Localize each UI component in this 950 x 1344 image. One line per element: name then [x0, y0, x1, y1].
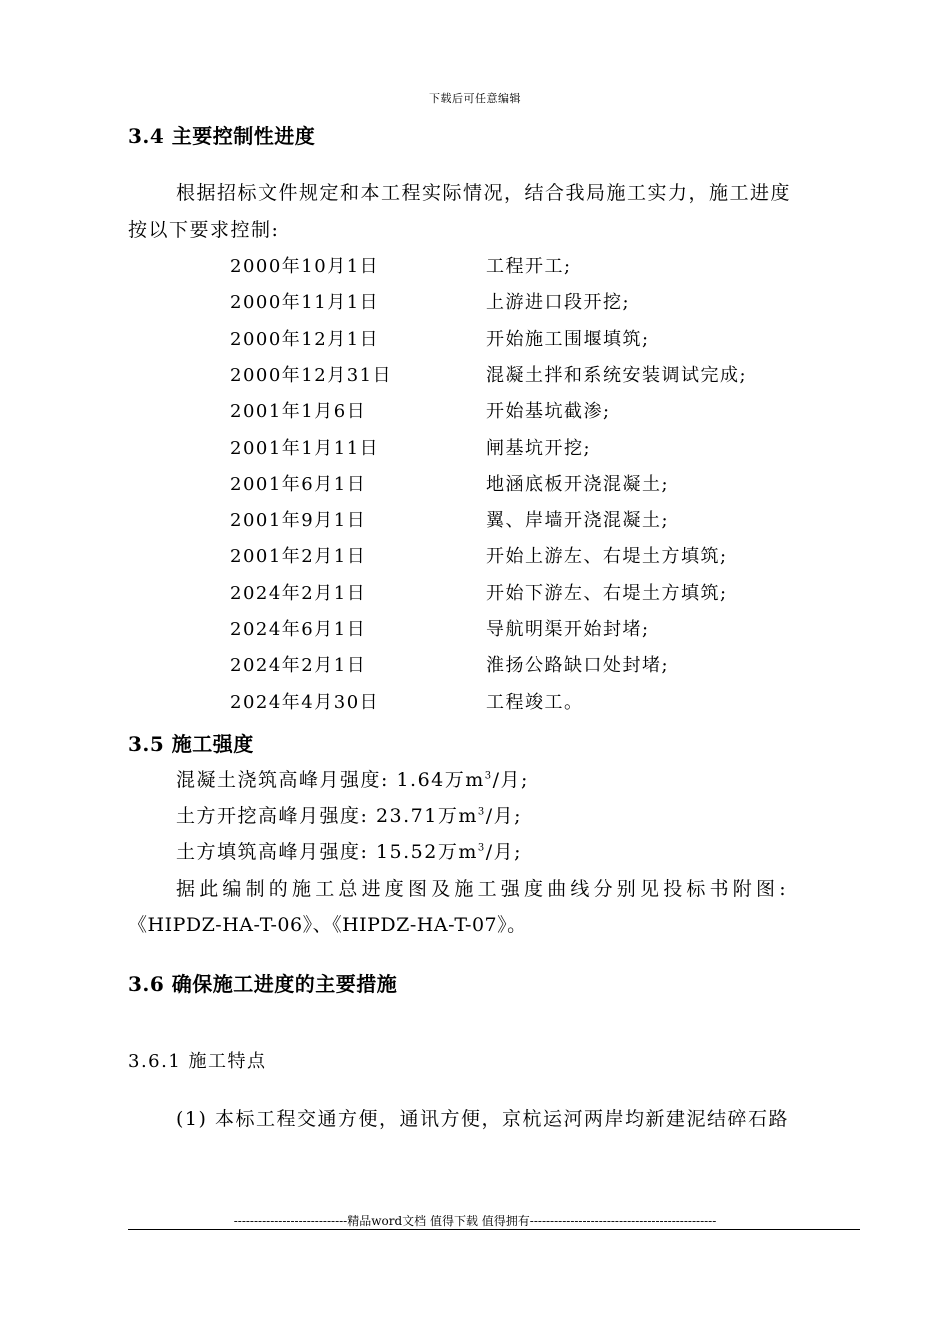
- schedule-date: 2024年2月1日: [230, 582, 367, 604]
- schedule-row: [230, 288, 850, 324]
- schedule-row: [230, 506, 850, 542]
- section-3-6-heading: 3.6 确保施工进度的主要措施: [128, 972, 398, 996]
- intro-line-1: 根据招标文件规定和本工程实际情况，结合我局施工实力，施工进度: [176, 182, 792, 204]
- schedule-event: 上游进口段开挖;: [486, 292, 631, 314]
- concrete-intensity-line: 混凝土浇筑高峰月强度: 1.64万$m^3/$月;: [176, 769, 529, 791]
- schedule-date: 2001年1月11日: [230, 437, 380, 459]
- schedule-date: 2001年1月6日: [230, 401, 367, 423]
- schedule-event: 工程开工;: [486, 256, 572, 277]
- page-header: 下载后可任意编辑: [429, 92, 521, 105]
- schedule-event: 闸基坑开挖;: [486, 437, 592, 459]
- schedule-date: 2001年2月1日: [230, 546, 367, 568]
- schedule-date: 2024年4月30日: [230, 691, 380, 713]
- page-footer: ----------------------------精品word文档 值得下载 值得拥有----------------------------------------------: [233, 1214, 717, 1228]
- schedule-row: [230, 361, 850, 397]
- schedule-row: [230, 434, 850, 470]
- schedule-date: 2001年9月1日: [230, 510, 367, 532]
- schedule-event: 开始下游左、右堤土方填筑;: [486, 582, 728, 604]
- schedule-row: [230, 470, 850, 506]
- item-1-text: (1) 本标工程交通方便，通讯方便，京杭运河两岸均新建泥结碎石路: [176, 1108, 789, 1130]
- schedule-event: 开始施工围堰填筑;: [486, 328, 650, 350]
- schedule-event: 导航明渠开始封堵;: [486, 619, 650, 640]
- schedule-row: [230, 688, 850, 724]
- schedule-event: 工程竣工。: [486, 691, 584, 713]
- schedule-event: 淮扬公路缺口处封堵;: [486, 655, 670, 677]
- section-3-5-heading: 3.5 施工强度: [128, 732, 254, 756]
- attachment-note-line-1: 据此编制的施工总进度图及施工强度曲线分别见投标书附图:: [176, 878, 790, 900]
- schedule-date: 2000年11月1日: [230, 292, 380, 314]
- attachment-note-line-2: 《HIPDZ-HA-T-06》、《HIPDZ-HA-T-07》。: [128, 914, 527, 936]
- schedule-date: 2000年10月1日: [230, 256, 380, 277]
- intro-line-2: 按以下要求控制:: [128, 219, 280, 241]
- schedule-date: 2024年6月1日: [230, 619, 367, 640]
- schedule-row: [230, 651, 850, 687]
- schedule-event: 翼、岸墙开浇混凝土;: [486, 510, 670, 532]
- schedule-event: 地涵底板开浇混凝土;: [486, 473, 670, 495]
- schedule-row: [230, 252, 850, 288]
- schedule-event: 开始上游左、右堤土方填筑;: [486, 546, 728, 568]
- schedule-date: 2001年6月1日: [230, 473, 367, 495]
- schedule-date: 2000年12月31日: [230, 364, 393, 386]
- schedule-event: 开始基坑截渗;: [486, 401, 611, 423]
- subsection-3-6-1-heading: 3.6.1 施工特点: [128, 1051, 267, 1072]
- schedule-event: 混凝土拌和系统安装调试完成;: [486, 364, 748, 386]
- schedule-row: [230, 615, 850, 651]
- schedule-row: [230, 542, 850, 578]
- schedule-row: [230, 397, 850, 433]
- footer-rule: [128, 1229, 860, 1230]
- fill-intensity-line: 土方填筑高峰月强度: 15.52万$m^3/$月;: [176, 841, 523, 863]
- section-3-4-heading: 3.4 主要控制性进度: [128, 124, 316, 148]
- schedule-date: 2024年2月1日: [230, 655, 367, 677]
- excavation-intensity-line: 土方开挖高峰月强度: 23.71万$m^3/$月;: [176, 805, 523, 827]
- schedule-row: [230, 579, 850, 615]
- schedule-row: [230, 325, 850, 361]
- schedule-date: 2000年12月1日: [230, 328, 380, 350]
